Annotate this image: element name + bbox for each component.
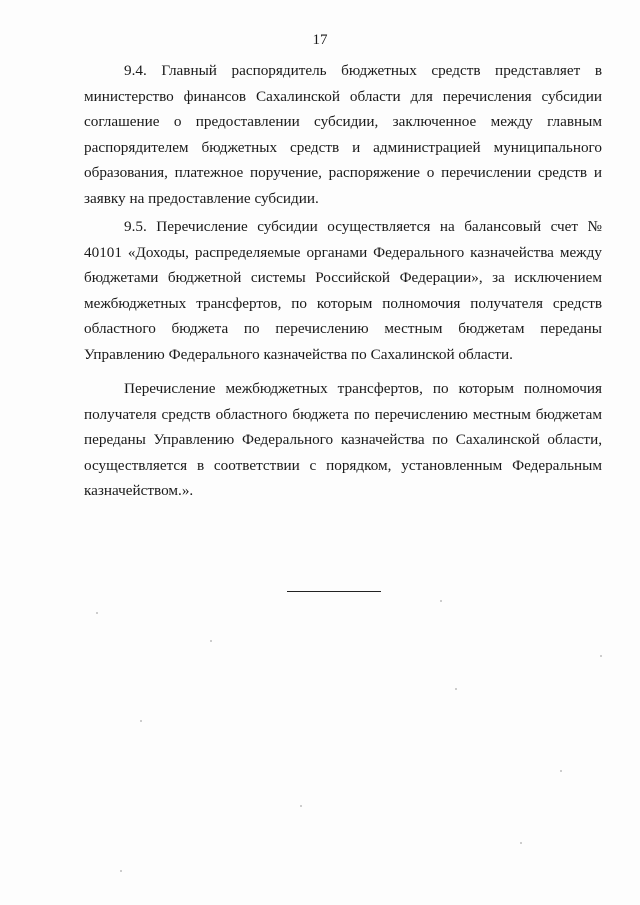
- scan-speck: [440, 600, 442, 602]
- scan-speck: [560, 770, 562, 772]
- paragraph-9-5: 9.5. Перечисление субсидии осуществляется на балансовый счет № 40101 «Доходы, распределяемые органами Федерального казначейства между бюджетами бюджетной системы Российской Федерации», за исключением межбюджетных трансфертов, по которым полномочия получателя средств областного бюджета по перечислению местным бюджетам переданы Управлению Федерального казначейства по Сахалинской области.: [84, 218, 602, 363]
- paragraph-transfers: Перечисление межбюджетных трансфертов, по которым полномочия получателя средств областного бюджета по перечислению местным бюджетам переданы Управлению Федерального казначейства по Сахалинской области, осуществляется в соответствии с порядком, установленным Федеральным казначейством.».: [84, 380, 602, 499]
- scan-speck: [600, 655, 602, 657]
- scan-speck: [520, 842, 522, 844]
- scan-speck: [300, 805, 302, 807]
- page-number: 17: [312, 32, 328, 48]
- scan-speck: [96, 612, 98, 614]
- scan-speck: [140, 720, 142, 722]
- paragraph-9-4: 9.4. Главный распорядитель бюджетных средств представляет в министерство финансов Сахалинской области для перечисления субсидии соглашение о предоставлении субсидии, заключенное между главным распорядителем бюджетных средств и администрацией муниципального образования, платежное поручение, распоряжение о перечислении средств и заявку на предоставление субсидии.: [84, 62, 602, 207]
- scan-speck: [455, 688, 457, 690]
- scan-speck: [120, 870, 122, 872]
- separator-line: [287, 591, 381, 592]
- scan-speck: [210, 640, 212, 642]
- document-body: [84, 58, 602, 507]
